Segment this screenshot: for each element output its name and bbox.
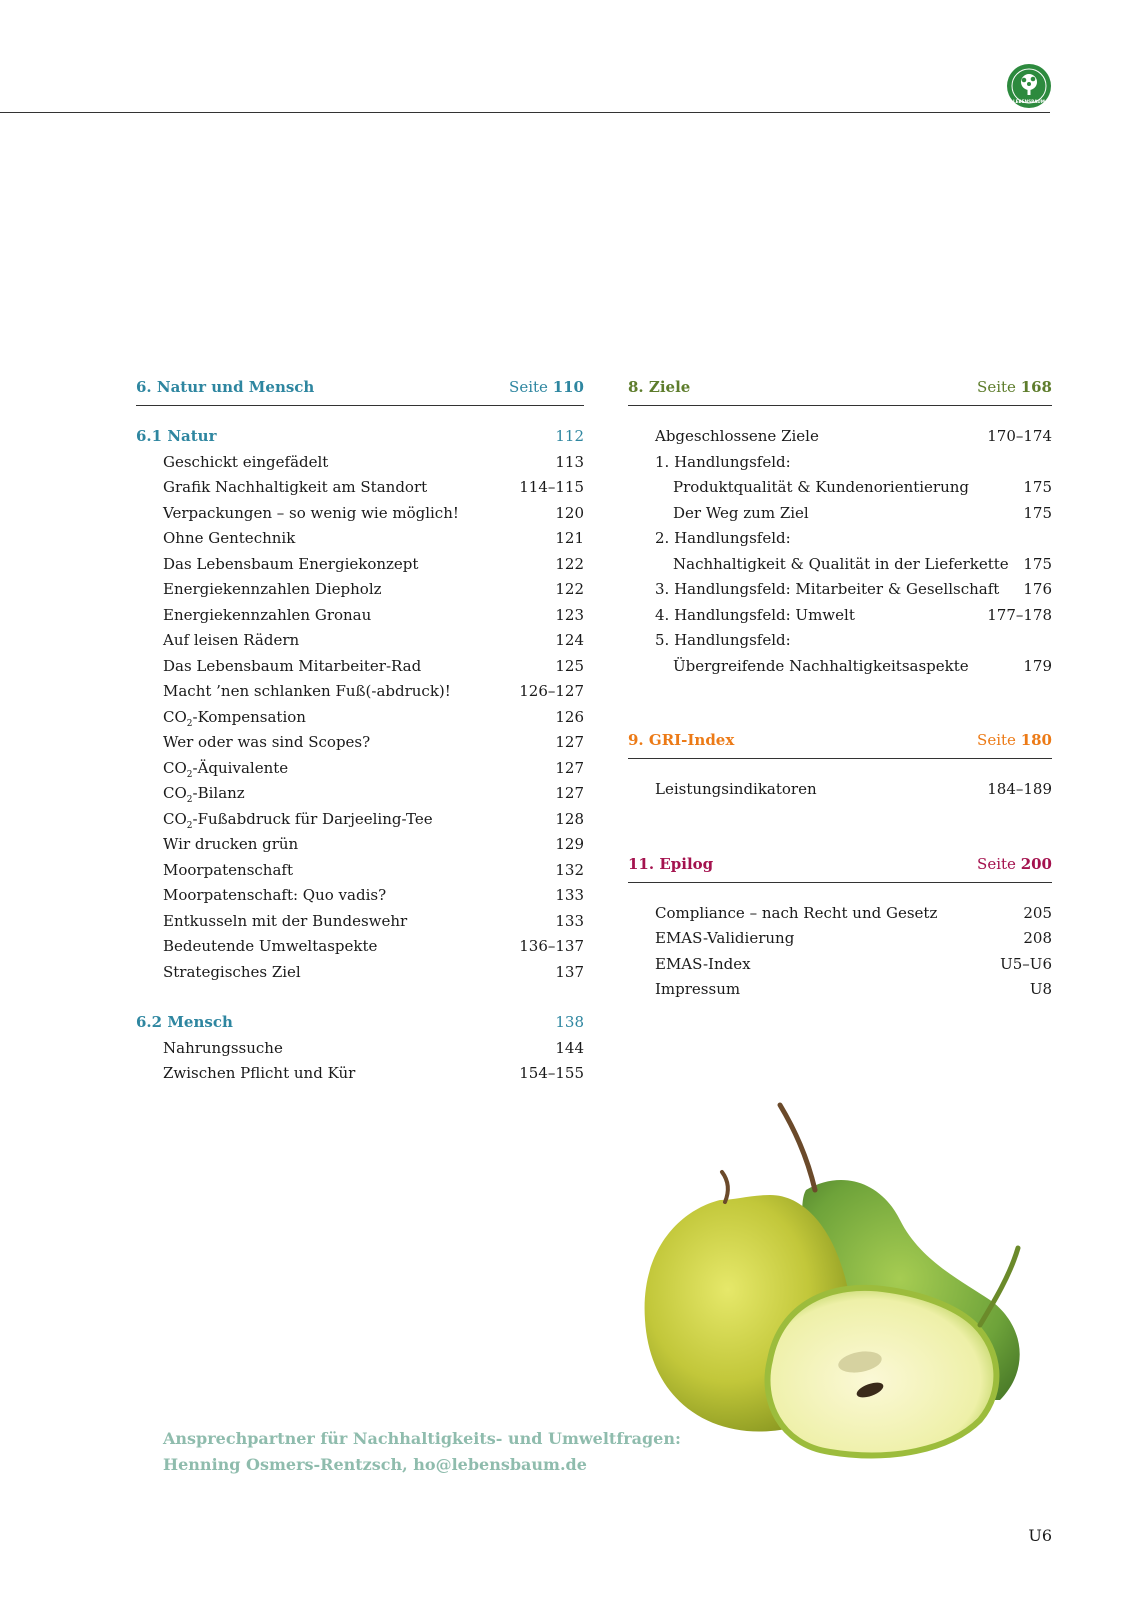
toc-entry: Wer oder was sind Scopes? 127	[163, 733, 584, 751]
contact-info	[163, 1426, 681, 1478]
section-heading-gri-index: 9. GRI-Index Seite 180	[628, 731, 1052, 759]
subsection-heading-mensch: 6.2 Mensch 138	[136, 1013, 584, 1031]
header-rule	[0, 112, 1050, 113]
toc-entry: Moorpatenschaft: Quo vadis? 133	[163, 886, 584, 904]
contact-line-1: Ansprechpartner für Nachhaltigkeits- und Umweltfragen:	[163, 1429, 681, 1448]
toc-entry: Nahrungssuche 144	[163, 1038, 584, 1057]
toc-entry: Energiekennzahlen Gronau 123	[163, 605, 584, 624]
toc-entry: Der Weg zum Ziel 175	[673, 503, 1052, 522]
section-heading-epilog: 11. Epilog Seite 200	[628, 855, 1052, 883]
toc-entry: Ohne Gentechnik 121	[163, 529, 584, 547]
toc-entry: $CO_2$-Kompensation 126	[163, 707, 584, 729]
toc-entry: $CO_2$-Äquivalente 127	[163, 758, 584, 780]
toc-entry: Entkusseln mit der Bundeswehr 133	[163, 911, 584, 930]
lebensbaum-tree-logo-icon	[1006, 63, 1052, 109]
toc-entry: Zwischen Pflicht und Kür 154–155	[163, 1064, 584, 1082]
toc-entry: Übergreifende Nachhaltigkeitsaspekte 179	[673, 656, 1052, 675]
toc-entry: Produktqualität & Kundenorientierung 175	[673, 478, 1052, 496]
section-title: 6. Natur und Mensch	[136, 378, 315, 396]
toc-entry: Das Lebensbaum Energiekonzept 122	[163, 554, 584, 573]
toc-entry: Abgeschlossene Ziele 170–174	[655, 427, 1052, 445]
contact-line-2: Henning Osmers-Rentzsch, ho@lebensbaum.de	[163, 1455, 587, 1474]
toc-entry: Wir drucken grün 129	[163, 835, 584, 853]
logo-text: LEBENSBAUM	[1013, 99, 1045, 104]
toc-entry: 4. Handlungsfeld: Umwelt 177–178	[655, 605, 1052, 624]
toc-entry: Compliance – nach Recht und Gesetz 205	[655, 903, 1052, 922]
toc-entry: 3. Handlungsfeld: Mitarbeiter & Gesellschaft 176	[655, 580, 1052, 598]
toc-entry: Grafik Nachhaltigkeit am Standort 114–115	[163, 478, 584, 496]
toc-entry: Nachhaltigkeit & Qualität in der Lieferkette 175	[673, 554, 1052, 573]
toc-entry: $CO_2$-Bilanz 127	[163, 784, 584, 805]
apple-and-pears-watercolor-icon	[630, 1100, 1050, 1480]
toc-entry: Bedeutende Umweltaspekte 136–137	[163, 937, 584, 955]
toc-entry: Strategisches Ziel 137	[163, 962, 584, 981]
toc-entry: 5. Handlungsfeld:	[655, 631, 791, 649]
toc-entry: Verpackungen – so wenig wie möglich! 120	[163, 503, 584, 522]
section-heading-ziele: 8. Ziele Seite 168	[628, 378, 1052, 406]
toc-entry: Auf leisen Rädern 124	[163, 631, 584, 649]
toc-entry: Geschickt eingefädelt 113	[163, 452, 584, 471]
toc-entry: Leistungsindikatoren 184–189	[655, 780, 1052, 798]
toc-entry: Energiekennzahlen Diepholz 122	[163, 580, 584, 598]
page-number: U6	[1028, 1526, 1052, 1545]
toc-entry: Das Lebensbaum Mitarbeiter-Rad 125	[163, 656, 584, 675]
toc-entry: 2. Handlungsfeld:	[655, 529, 791, 547]
toc-left-column	[136, 378, 584, 1087]
section-heading-natur-und-mensch	[136, 378, 584, 406]
toc-right-column	[628, 378, 1052, 1003]
toc-entry: EMAS-Index U5–U6	[655, 954, 1052, 973]
section-page: Seite 110	[509, 378, 584, 396]
subsection-heading-natur: 6.1 Natur 112	[136, 427, 584, 445]
toc-entry: Moorpatenschaft 132	[163, 860, 584, 879]
toc-entry: $CO_2$-Fußabdruck für Darjeeling-Tee 128	[163, 809, 584, 831]
toc-entry: 1. Handlungsfeld:	[655, 452, 791, 471]
toc-entry: Macht ’nen schlanken Fuß(-abdruck)! 126–127	[163, 682, 584, 700]
toc-entry: Impressum U8	[655, 980, 1052, 998]
toc-entry: EMAS-Validierung 208	[655, 929, 1052, 947]
